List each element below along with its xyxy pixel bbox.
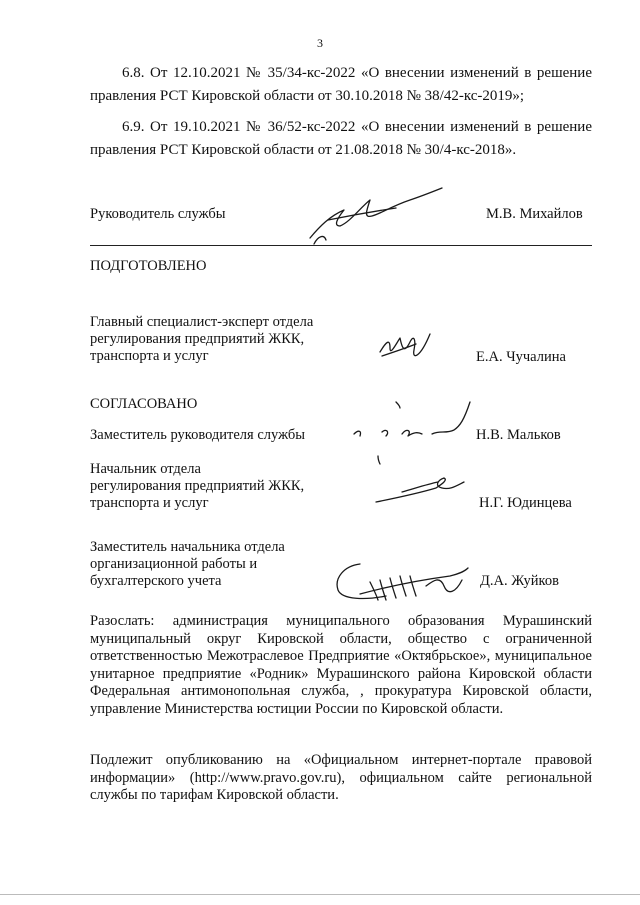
page-number: 3: [317, 36, 323, 50]
signer-position: Начальник отдела регулирования предприятий ЖКК, транспорта и услуг: [90, 461, 305, 511]
prepared-heading: ПОДГОТОВЛЕНО: [90, 258, 207, 274]
list-item: 6.8. От 12.10.2021 № 35/34-кс-2022 «О внесении изменений в решение правления РСТ Кировской области от 30.10.2018 № 38/42-кс-2019»;: [90, 65, 592, 104]
publication-note: Подлежит опубликованию на «Официальном интернет-портале правовой информации» (http://www.pravo.gov.ru), официальном сайте региональной службы по тарифам Кировской области.: [90, 752, 592, 803]
head-name: М.В. Михайлов: [486, 206, 583, 222]
signer-name: Н.Г. Юдинцева: [479, 495, 572, 511]
agreed-heading: СОГЛАСОВАНО: [90, 396, 198, 412]
signer-position: Заместитель начальника отдела организационной работы и бухгалтерского учета: [90, 539, 285, 589]
signer-name: Д.А. Жуйков: [480, 573, 559, 589]
signer-name: Н.В. Мальков: [476, 427, 561, 443]
bottom-divider: [0, 894, 640, 895]
distribution-list: Разослать: администрация муниципального образования Мурашинский муниципальный округ Кировской области, общество с ограниченной ответственностью Межотраслевое Предприятие «Октябрьское», муниципальное унитарное предприятие «Родник» Мурашинского района Кировской области Федеральная антимонопольная служба, , прокуратура Кировской области, управление Министерства юстиции России по Кировской области.: [90, 613, 592, 717]
signer-signature: [330, 556, 470, 608]
head-position: Руководитель службы: [90, 206, 226, 222]
prepared-name: Е.А. Чучалина: [476, 349, 566, 365]
prepared-signature: [376, 330, 436, 364]
divider: [90, 245, 592, 246]
signer-signature: [372, 452, 468, 508]
prepared-position: Главный специалист-эксперт отдела регулирования предприятий ЖКК, транспорта и услуг: [90, 314, 314, 364]
head-signature: [300, 186, 450, 250]
signer-position: Заместитель руководителя службы: [90, 427, 306, 443]
list-item: 6.9. От 19.10.2021 № 36/52-кс-2022 «О внесении изменений в решение правления РСТ Кировской области от 21.08.2018 № 30/4-кс-2018».: [90, 119, 592, 158]
signer-signature: [346, 396, 486, 444]
